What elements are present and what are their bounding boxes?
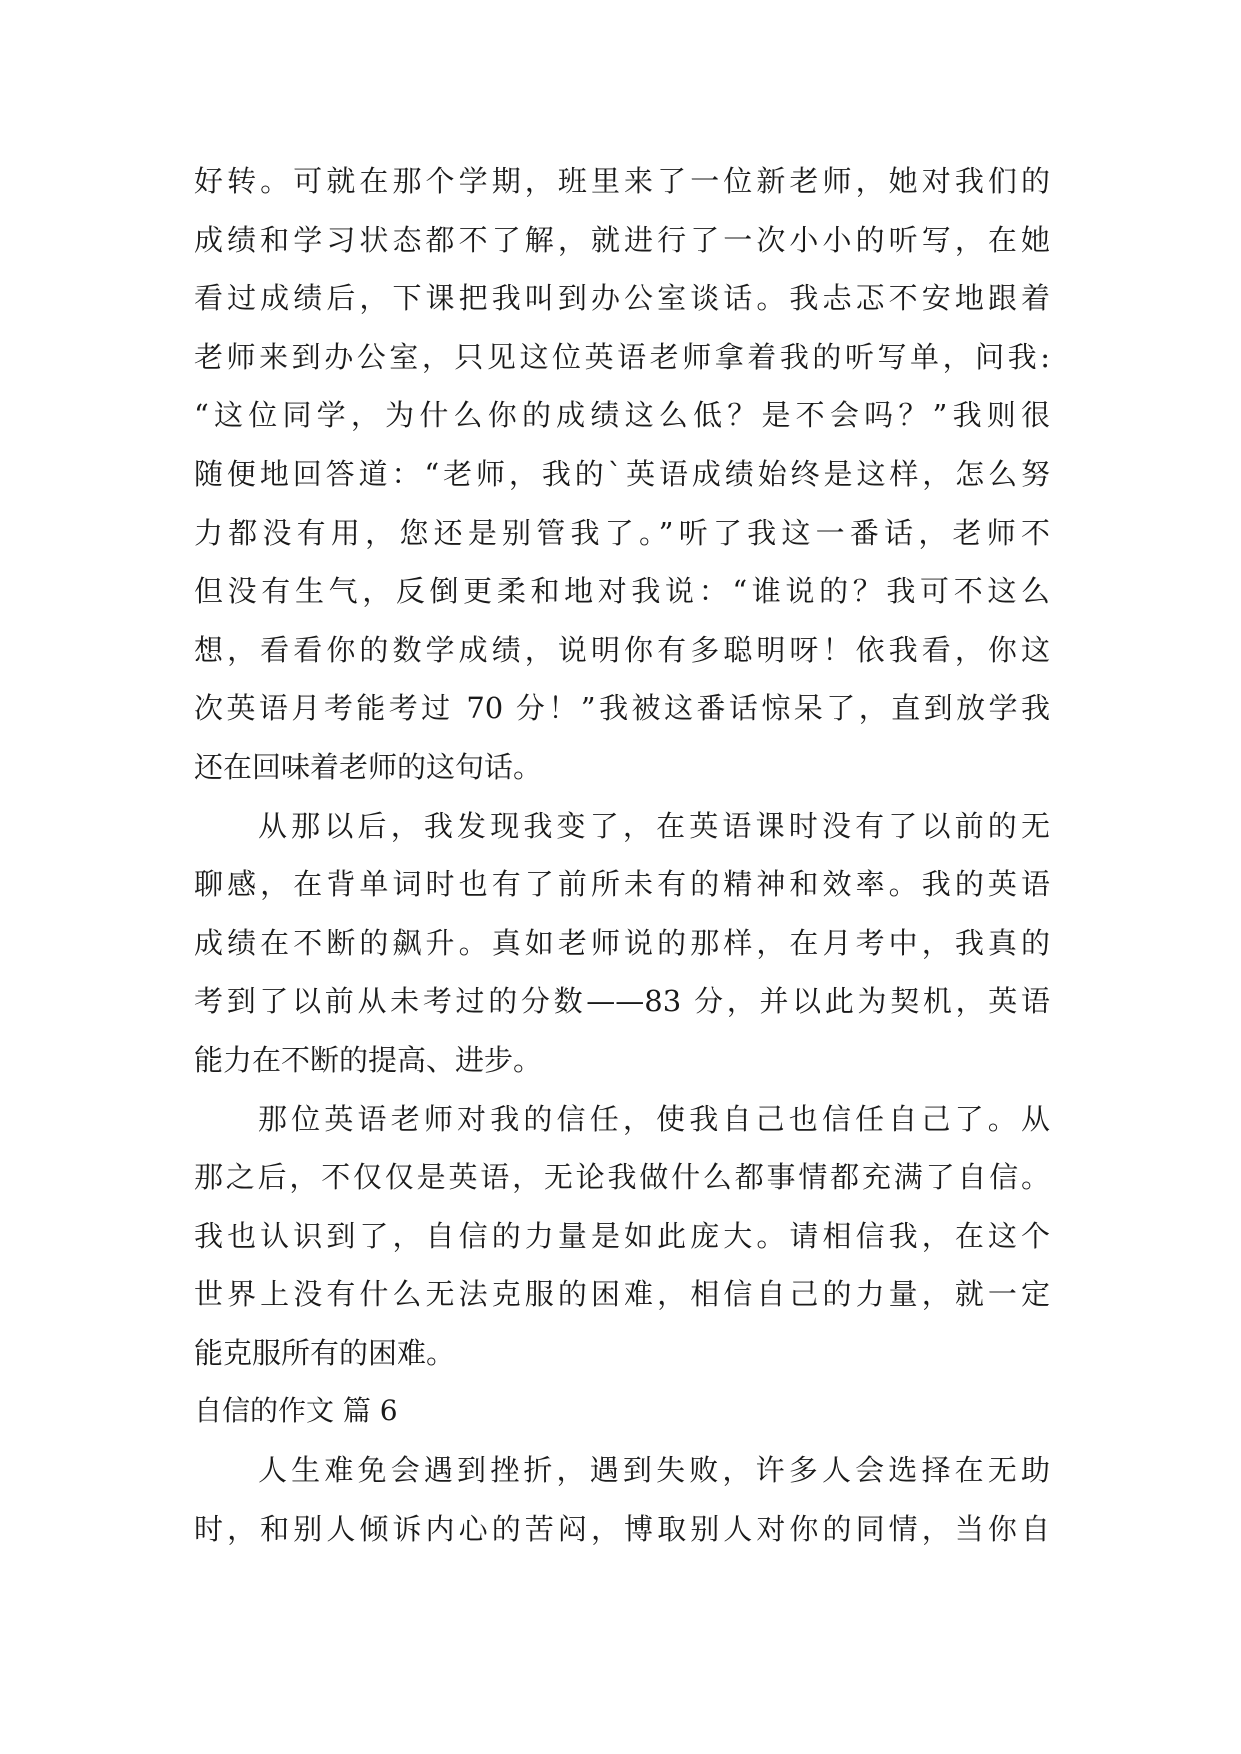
section-heading: 自信的作文 篇 6 — [194, 1394, 398, 1428]
text-line: 考到了以前从未考过的分数——83 分，并以此为契机，英语 — [194, 984, 1050, 1019]
text-line: 人生难免会遇到挫折，遇到失败，许多人会选择在无助 — [258, 1453, 1050, 1488]
text-line: 成绩和学习状态都不了解，就进行了一次小小的听写，在她 — [194, 222, 1050, 257]
text-line: 还在回味着老师的这句话。 — [194, 749, 543, 784]
paragraph-4 — [194, 1441, 1050, 1558]
text-line: 好转。可就在那个学期，班里来了一位新老师，她对我们的 — [194, 164, 1050, 198]
text-line: 次英语月考能考过 70 分！”我被这番话惊呆了，直到放学我 — [194, 691, 1050, 726]
text-line: 从那以后，我发现我变了，在英语课时没有了以前的无 — [258, 808, 1050, 843]
text-line: 那位英语老师对我的信任，使我自己也信任自己了。从 — [258, 1101, 1050, 1136]
document-page — [194, 152, 1050, 1558]
paragraph-2 — [194, 797, 1050, 1090]
text-line: 成绩在不断的飙升。真如老师说的那样，在月考中，我真的 — [194, 925, 1050, 960]
text-line: 能克服所有的困难。 — [194, 1335, 456, 1370]
text-line: 我也认识到了，自信的力量是如此庞大。请相信我，在这个 — [194, 1218, 1050, 1253]
text-line: 但没有生气，反倒更柔和地对我说：“谁说的？我可不这么 — [194, 574, 1050, 609]
text-line: 想，看看你的数学成绩，说明你有多聪明呀！依我看，你这 — [194, 632, 1050, 667]
text-line: 聊感，在背单词时也有了前所未有的精神和效率。我的英语 — [194, 867, 1050, 902]
text-line: 看过成绩后，下课把我叫到办公室谈话。我忐忑不安地跟着 — [194, 281, 1050, 316]
text-line: “这位同学，为什么你的成绩这么低？是不会吗？”我则很 — [194, 398, 1050, 433]
text-line: 时，和别人倾诉内心的苦闷，博取别人对你的同情，当你自 — [194, 1511, 1050, 1546]
text-line: 那之后，不仅仅是英语，无论我做什么都事情都充满了自信。 — [194, 1160, 1050, 1195]
text-line: 随便地回答道：“老师，我的`英语成绩始终是这样，怎么努 — [194, 456, 1050, 491]
text-line: 世界上没有什么无法克服的困难，相信自己的力量，就一定 — [194, 1277, 1050, 1312]
text-line: 老师来到办公室，只见这位英语老师拿着我的听写单，问我: — [194, 339, 1050, 374]
paragraph-1 — [194, 152, 1050, 797]
text-line: 能力在不断的提高、进步。 — [194, 1042, 543, 1077]
text-line: 力都没有用，您还是别管我了。”听了我这一番话，老师不 — [194, 515, 1050, 550]
paragraph-3 — [194, 1090, 1050, 1383]
